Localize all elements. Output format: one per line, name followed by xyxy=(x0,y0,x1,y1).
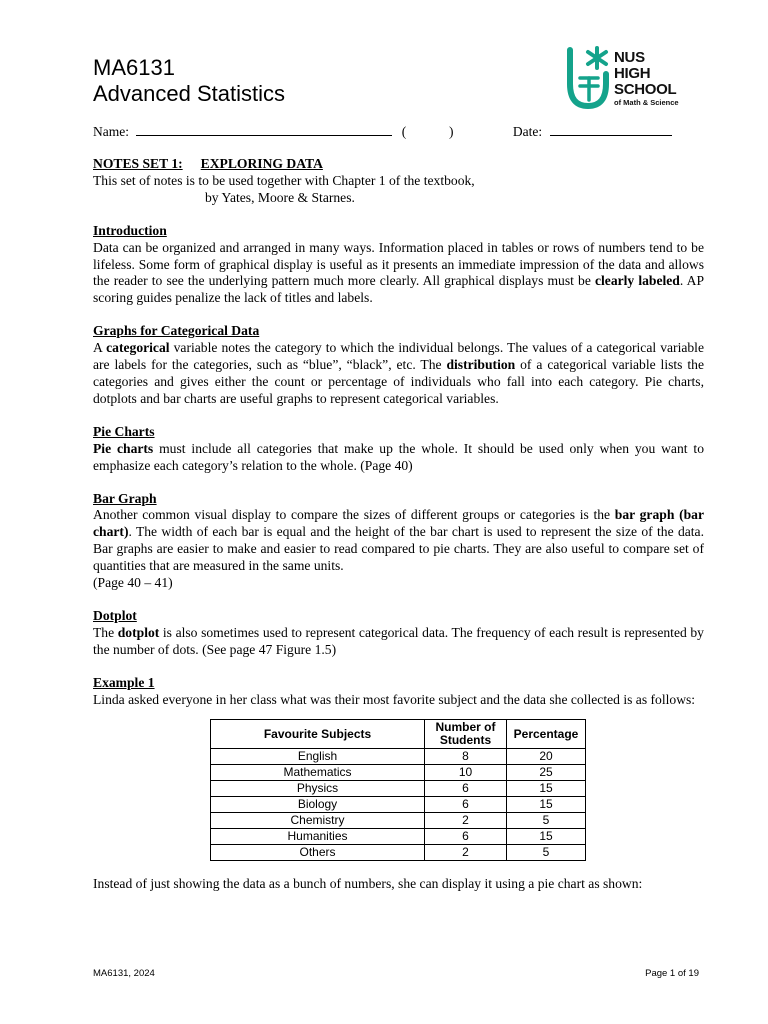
dotplot-paragraph: The dotplot is also sometimes used to represent categorical data. The frequency of each result is represented by the number of dots. (See page 47 Figure 1.5) xyxy=(93,624,704,657)
table-header-row xyxy=(211,720,586,749)
date-field[interactable] xyxy=(550,122,672,136)
table-header-cell: Percentage xyxy=(507,720,586,749)
logo-subline: of Math & Science xyxy=(614,98,679,107)
table-cell: 10 xyxy=(425,765,507,781)
school-logo-text xyxy=(614,50,679,108)
notes-set-name: EXPLORING DATA xyxy=(200,156,323,171)
notes-content xyxy=(93,156,704,893)
table-row xyxy=(211,845,586,861)
table-cell: Biology xyxy=(211,797,425,813)
introduction-paragraph: Data can be organized and arranged in many ways. Information placed in tables or rows of numbers tend to be lifeless. Some form of graphical display is useful as it presents an immediate impression of the data and allows the reader to see the underlying pattern much more clearly. All graphical displays must be clearly labeled. AP scoring guides penalize the lack of titles and labels. xyxy=(93,239,705,306)
date-label: Date: xyxy=(512,124,543,139)
notes-set-title xyxy=(93,156,704,173)
table-row xyxy=(211,749,586,765)
table-header-cell: Favourite Subjects xyxy=(211,720,425,749)
logo-line-nus: NUS xyxy=(614,49,645,66)
table-header-cell: Number of Students xyxy=(425,720,507,749)
example-1-heading: Example 1 xyxy=(93,674,155,690)
table-cell: 6 xyxy=(425,781,507,797)
table-cell: 8 xyxy=(425,749,507,765)
categorical-paragraph: A categorical variable notes the category to which the individual belongs. The values of a categorical variable are labels for the categories, such as “blue”, “black”, etc. The distribution of a categorical variable lists the categories and gives either the count or percentage of individuals who fall into each category. Pie charts, dotplots and bar charts are useful graphs to represent categorical variables. xyxy=(93,340,704,406)
example-1-after-table: Instead of just showing the data as a bunch of numbers, she can display it using a pie chart as shown: xyxy=(93,876,643,892)
pie-charts-heading: Pie Charts xyxy=(93,423,155,439)
favourite-subjects-table xyxy=(210,719,586,861)
document-header xyxy=(93,55,285,107)
table-row xyxy=(211,829,586,845)
class-index-open: ( xyxy=(401,124,407,139)
table-cell: Physics xyxy=(211,781,425,797)
bar-graph-pages: (Page 40 – 41) xyxy=(93,575,173,591)
table-cell: Chemistry xyxy=(211,813,425,829)
table-cell: 5 xyxy=(507,845,586,861)
course-code: MA6131 xyxy=(93,55,175,80)
table-cell: English xyxy=(211,749,425,765)
bar-graph-paragraph: Another common visual display to compare the sizes of different groups or categories is the bar graph (bar chart). The width of each bar is equal and the height of the bar chart is used to represent the size of the data. Bar graphs are easier to make and easier to read compared to pie charts. They are also useful to compare set of quantities that are measured in the same units. xyxy=(93,507,704,574)
notes-intro-line1: This set of notes is to be used together with Chapter 1 of the textbook, xyxy=(93,172,475,188)
name-field[interactable] xyxy=(136,122,392,136)
school-logo xyxy=(566,44,706,112)
table-cell: Mathematics xyxy=(211,765,425,781)
table-cell: 2 xyxy=(425,845,507,861)
table-cell: 25 xyxy=(507,765,586,781)
table-cell: 20 xyxy=(507,749,586,765)
table-row xyxy=(211,765,586,781)
pie-charts-paragraph: Pie charts must include all categories that make up the whole. It should be used only when you want to emphasize each category’s relation to the whole. (Page 40) xyxy=(93,440,704,473)
course-title: Advanced Statistics xyxy=(93,81,285,106)
table-cell: 6 xyxy=(425,829,507,845)
notes-intro-line2: by Yates, Moore & Starnes. xyxy=(205,189,355,205)
footer-course-year: MA6131, 2024 xyxy=(93,968,155,979)
table-cell: 15 xyxy=(507,781,586,797)
logo-line-school: SCHOOL xyxy=(614,81,677,98)
footer-page-number: Page 1 of 19 xyxy=(645,968,699,979)
table-row xyxy=(211,797,586,813)
logo-line-high: HIGH xyxy=(614,65,651,82)
table-row xyxy=(211,813,586,829)
table-cell: 5 xyxy=(507,813,586,829)
name-label: Name: xyxy=(93,124,129,139)
introduction-heading: Introduction xyxy=(93,222,167,238)
notes-set-label: NOTES SET 1: xyxy=(93,156,183,171)
table-cell: 6 xyxy=(425,797,507,813)
bar-graph-heading: Bar Graph xyxy=(93,490,157,506)
table-cell: 2 xyxy=(425,813,507,829)
school-logo-icon xyxy=(566,44,612,112)
table-cell: Humanities xyxy=(211,829,425,845)
name-date-row xyxy=(93,122,693,140)
class-index-field[interactable] xyxy=(410,123,446,136)
example-1-paragraph: Linda asked everyone in her class what was their most favorite subject and the data she collected is as follows: xyxy=(93,691,696,707)
class-index-close: ) xyxy=(449,124,454,139)
table-cell: 15 xyxy=(507,829,586,845)
dotplot-heading: Dotplot xyxy=(93,607,137,623)
table-body xyxy=(211,749,586,861)
table-cell: Others xyxy=(211,845,425,861)
table-row xyxy=(211,781,586,797)
table-cell: 15 xyxy=(507,797,586,813)
categorical-heading: Graphs for Categorical Data xyxy=(93,323,260,339)
